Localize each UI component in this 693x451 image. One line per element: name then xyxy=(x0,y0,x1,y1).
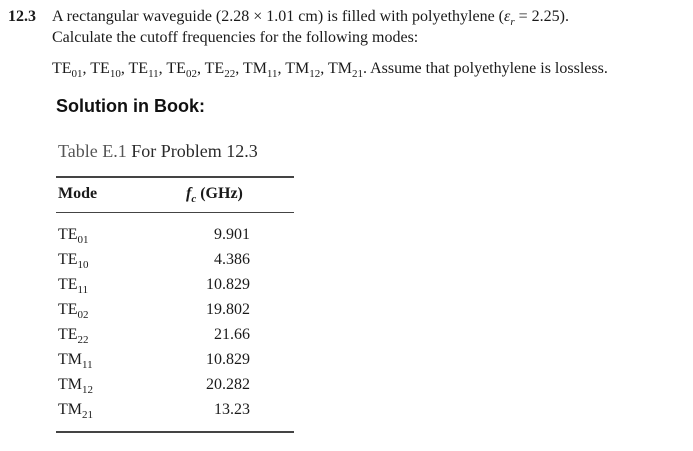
cutoff-frequency-cell: 21.66 xyxy=(214,326,250,343)
table-bottom-rule xyxy=(56,431,294,433)
problem-number: 12.3 xyxy=(8,8,36,25)
mode-cell: $TE_{11}$ xyxy=(58,276,89,297)
table-top-rule xyxy=(56,176,294,178)
table-header-fc: $f_c$ (GHz) xyxy=(186,185,243,206)
cutoff-frequency-cell: 4.386 xyxy=(214,251,250,268)
mode-cell: $TM_{21}$ xyxy=(58,401,93,422)
mode-cell: $TE_{10}$ xyxy=(58,251,89,272)
cutoff-frequency-cell: 19.802 xyxy=(206,301,250,318)
table-header-rule xyxy=(56,212,294,213)
solution-heading: Solution in Book: xyxy=(56,96,205,116)
mode-cell: $TE_{02}$ xyxy=(58,301,89,322)
cutoff-frequency-cell: 20.282 xyxy=(206,376,250,393)
table-caption xyxy=(58,141,258,162)
cutoff-frequency-cell: 9.901 xyxy=(214,226,250,243)
cutoff-frequency-cell: 13.23 xyxy=(214,401,250,418)
table-header-mode: Mode xyxy=(58,185,98,202)
cutoff-frequency-cell: 10.829 xyxy=(206,276,250,293)
mode-cell: $TE_{22}$ xyxy=(58,326,89,347)
problem-line-2: Calculate the cutoff frequencies for the following modes: xyxy=(52,29,419,46)
mode-cell: $TE_{01}$ xyxy=(58,226,89,247)
cutoff-frequency-cell: 10.829 xyxy=(206,351,250,368)
table-caption-label: Table E.1 xyxy=(58,141,127,161)
mode-cell: $TM_{11}$ xyxy=(58,351,93,372)
problem-line-1: A rectangular waveguide (2.28 × 1.01 cm) is filled with polyethylene $(\varepsilon_r = 2.25)$. xyxy=(52,8,569,29)
mode-cell: $TM_{12}$ xyxy=(58,376,93,397)
table-caption-title: For Problem 12.3 xyxy=(131,141,258,161)
problem-line-3: $TE_{01}$, $TE_{10}$, $TE_{11}$, $TE_{02}$, $TE_{22}$, $TM_{11}$, $TM_{12}$, $TM_{21}$. Assume that polyethylene is lossless. xyxy=(52,60,608,81)
